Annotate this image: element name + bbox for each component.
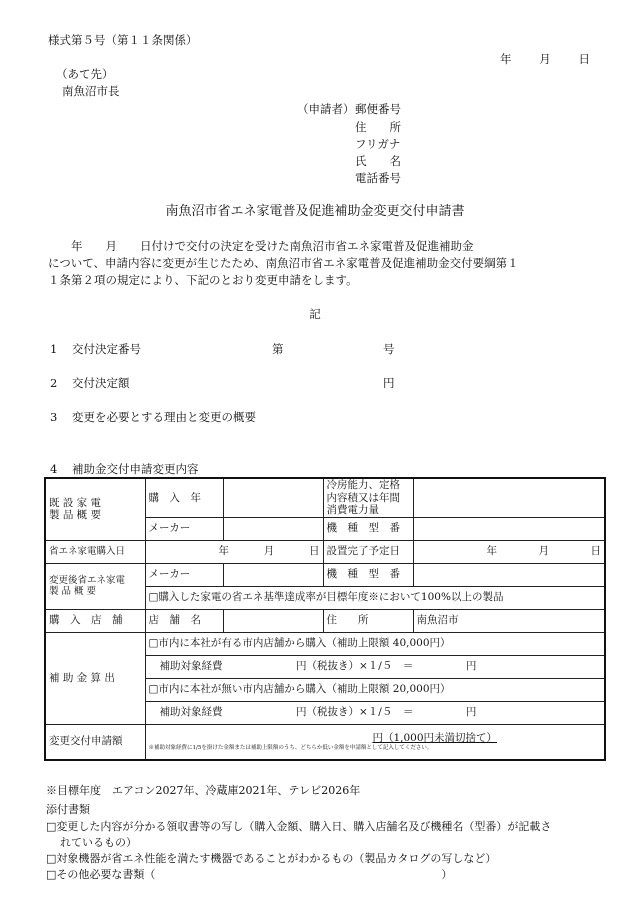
date-day: 日 [578,52,590,66]
item-2-label: 交付決定額 [72,376,130,390]
addressee: 南魚沼市長 [62,84,120,98]
existing-label-line1: 既 設 家 電 [49,496,102,509]
date-year: 年 [500,52,512,66]
new-label-line1: 変更後省エネ家電 [49,574,126,586]
attachment-1[interactable]: □変更した内容が分かる領収書等の写し（購入金額、購入日、購入店舗名及び機種名（型番）が記載さ [46,820,552,833]
item-1-dai: 第 [272,342,284,356]
purchase-date-label: 省エネ家電購入日 [45,540,145,563]
calc-option-a[interactable]: □市内に本社が有る市内店舗から購入（補助上限額 40,000円） [145,632,605,655]
date-month: 月 [539,52,551,66]
item-2-yen: 円 [383,376,395,390]
calc-line-a[interactable]: 補助対象経費 円（税抜き）×１/５ ＝ 円 [145,655,605,678]
attachments-heading: 添付書類 [46,803,90,816]
change-amount-label: 変更交付申請額 [45,724,145,760]
attachment-2[interactable]: □対象機器が省エネ性能を満たす機器であることがわかるもの（製品カタログの写しなど） [46,852,497,865]
purchase-date-day: 日 [309,545,320,558]
model-field[interactable] [413,517,605,540]
store-address-label: 住 所 [323,609,413,632]
model2-label: 機 種 型 番 [323,563,413,586]
change-amount-value: 円（1,000円未満切捨て） [372,732,498,745]
target-year-note: ※目標年度 エアコン2027年、冷蔵庫2021年、テレビ2026年 [46,784,361,797]
application-table [44,477,606,761]
change-amount-note: ※補助対象経費に1/5を掛けた金額または補助上限額のうち、どちらか低い金額を申請額として記入してください。 [148,745,433,752]
existing-appliance-label [45,478,145,540]
purchase-date-year: 年 [218,545,229,558]
applicant-label: （申請者） [297,102,355,116]
applicant-address: 住 所 [355,120,401,134]
attachment-1-cont: れているもの） [60,836,137,849]
cooling-capacity-field[interactable] [413,478,605,517]
install-date-field[interactable] [413,540,605,563]
install-date-label: 設置完了予定日 [323,540,413,563]
applicant-furigana: フリガナ [355,137,401,151]
item-3-label: 変更を必要とする理由と変更の概要 [72,410,256,424]
calc-line-b[interactable]: 補助対象経費 円（税抜き）×１/５ ＝ 円 [145,701,605,724]
document-title: 南魚沼市省エネ家電普及促進補助金変更交付申請書 [165,204,465,219]
change-amount-field[interactable] [145,724,605,760]
maker-label: メーカー [145,517,223,540]
item-1-label: 交付決定番号 [72,342,141,356]
purchase-date-field[interactable] [145,540,323,563]
addressee-label: （あて先） [56,67,114,81]
existing-label-line2: 製 品 概 要 [49,509,102,522]
applicant-phone: 電話番号 [355,171,401,185]
store-name-field[interactable] [223,609,323,632]
item-1-go: 号 [383,342,395,356]
store-label: 購 入 店 舗 [45,609,145,632]
install-date-year: 年 [486,545,497,558]
maker2-field[interactable] [223,563,323,586]
form-number: 様式第５号（第１１条関係） [48,33,198,47]
item-3-number: 3 [50,410,58,424]
item-2-number: 2 [50,376,58,390]
item-1-number: 1 [50,342,58,356]
purchase-date-month: 月 [263,545,275,558]
install-date-month: 月 [538,545,549,558]
attachment-3[interactable]: □その他必要な書類（ ） [46,868,453,881]
maker2-label: メーカー [145,563,223,586]
calc-option-b[interactable]: □市内に本社が無い市内店舗から購入（補助上限額 20,000円） [145,678,605,701]
body-line-3: １条第２項の規定により、下記のとおり変更申請をします。 [48,273,358,287]
applicant-postal: 郵便番号 [355,102,401,116]
store-name-label: 店 舗 名 [145,609,223,632]
item-4-number: 4 [50,462,58,476]
model-label: 機 種 型 番 [323,517,413,540]
calc-label: 補 助 金 算 出 [45,632,145,724]
store-address-field[interactable]: 南魚沼市 [413,609,605,632]
item-4-label: 補助金交付申請変更内容 [72,462,199,476]
cooling-capacity-label: 冷房能力、定格内容積又は年間消費電力量 [323,478,413,517]
ki-mark: 記 [309,307,321,321]
new-appliance-label [45,563,145,609]
model2-field[interactable] [413,563,605,586]
body-line-1: 年 月 日付けで交付の決定を受けた南魚沼市省エネ家電普及促進補助金 [48,239,474,253]
install-date-day: 日 [590,545,601,558]
body-line-2: について、申請内容に変更が生じたため、南魚沼市省エネ家電普及促進補助金交付要綱第１ [48,256,519,270]
maker-field[interactable] [223,517,323,540]
purchase-year-field[interactable] [223,478,323,517]
date-line [500,52,590,66]
purchase-year-label: 購 入 年 [145,478,223,517]
new-label-line2: 製 品 概 要 [49,586,97,598]
applicant-name: 氏 名 [355,154,401,168]
efficiency-checkbox[interactable]: □購入した家電の省エネ基準達成率が目標年度※において100%以上の製品 [145,586,605,609]
